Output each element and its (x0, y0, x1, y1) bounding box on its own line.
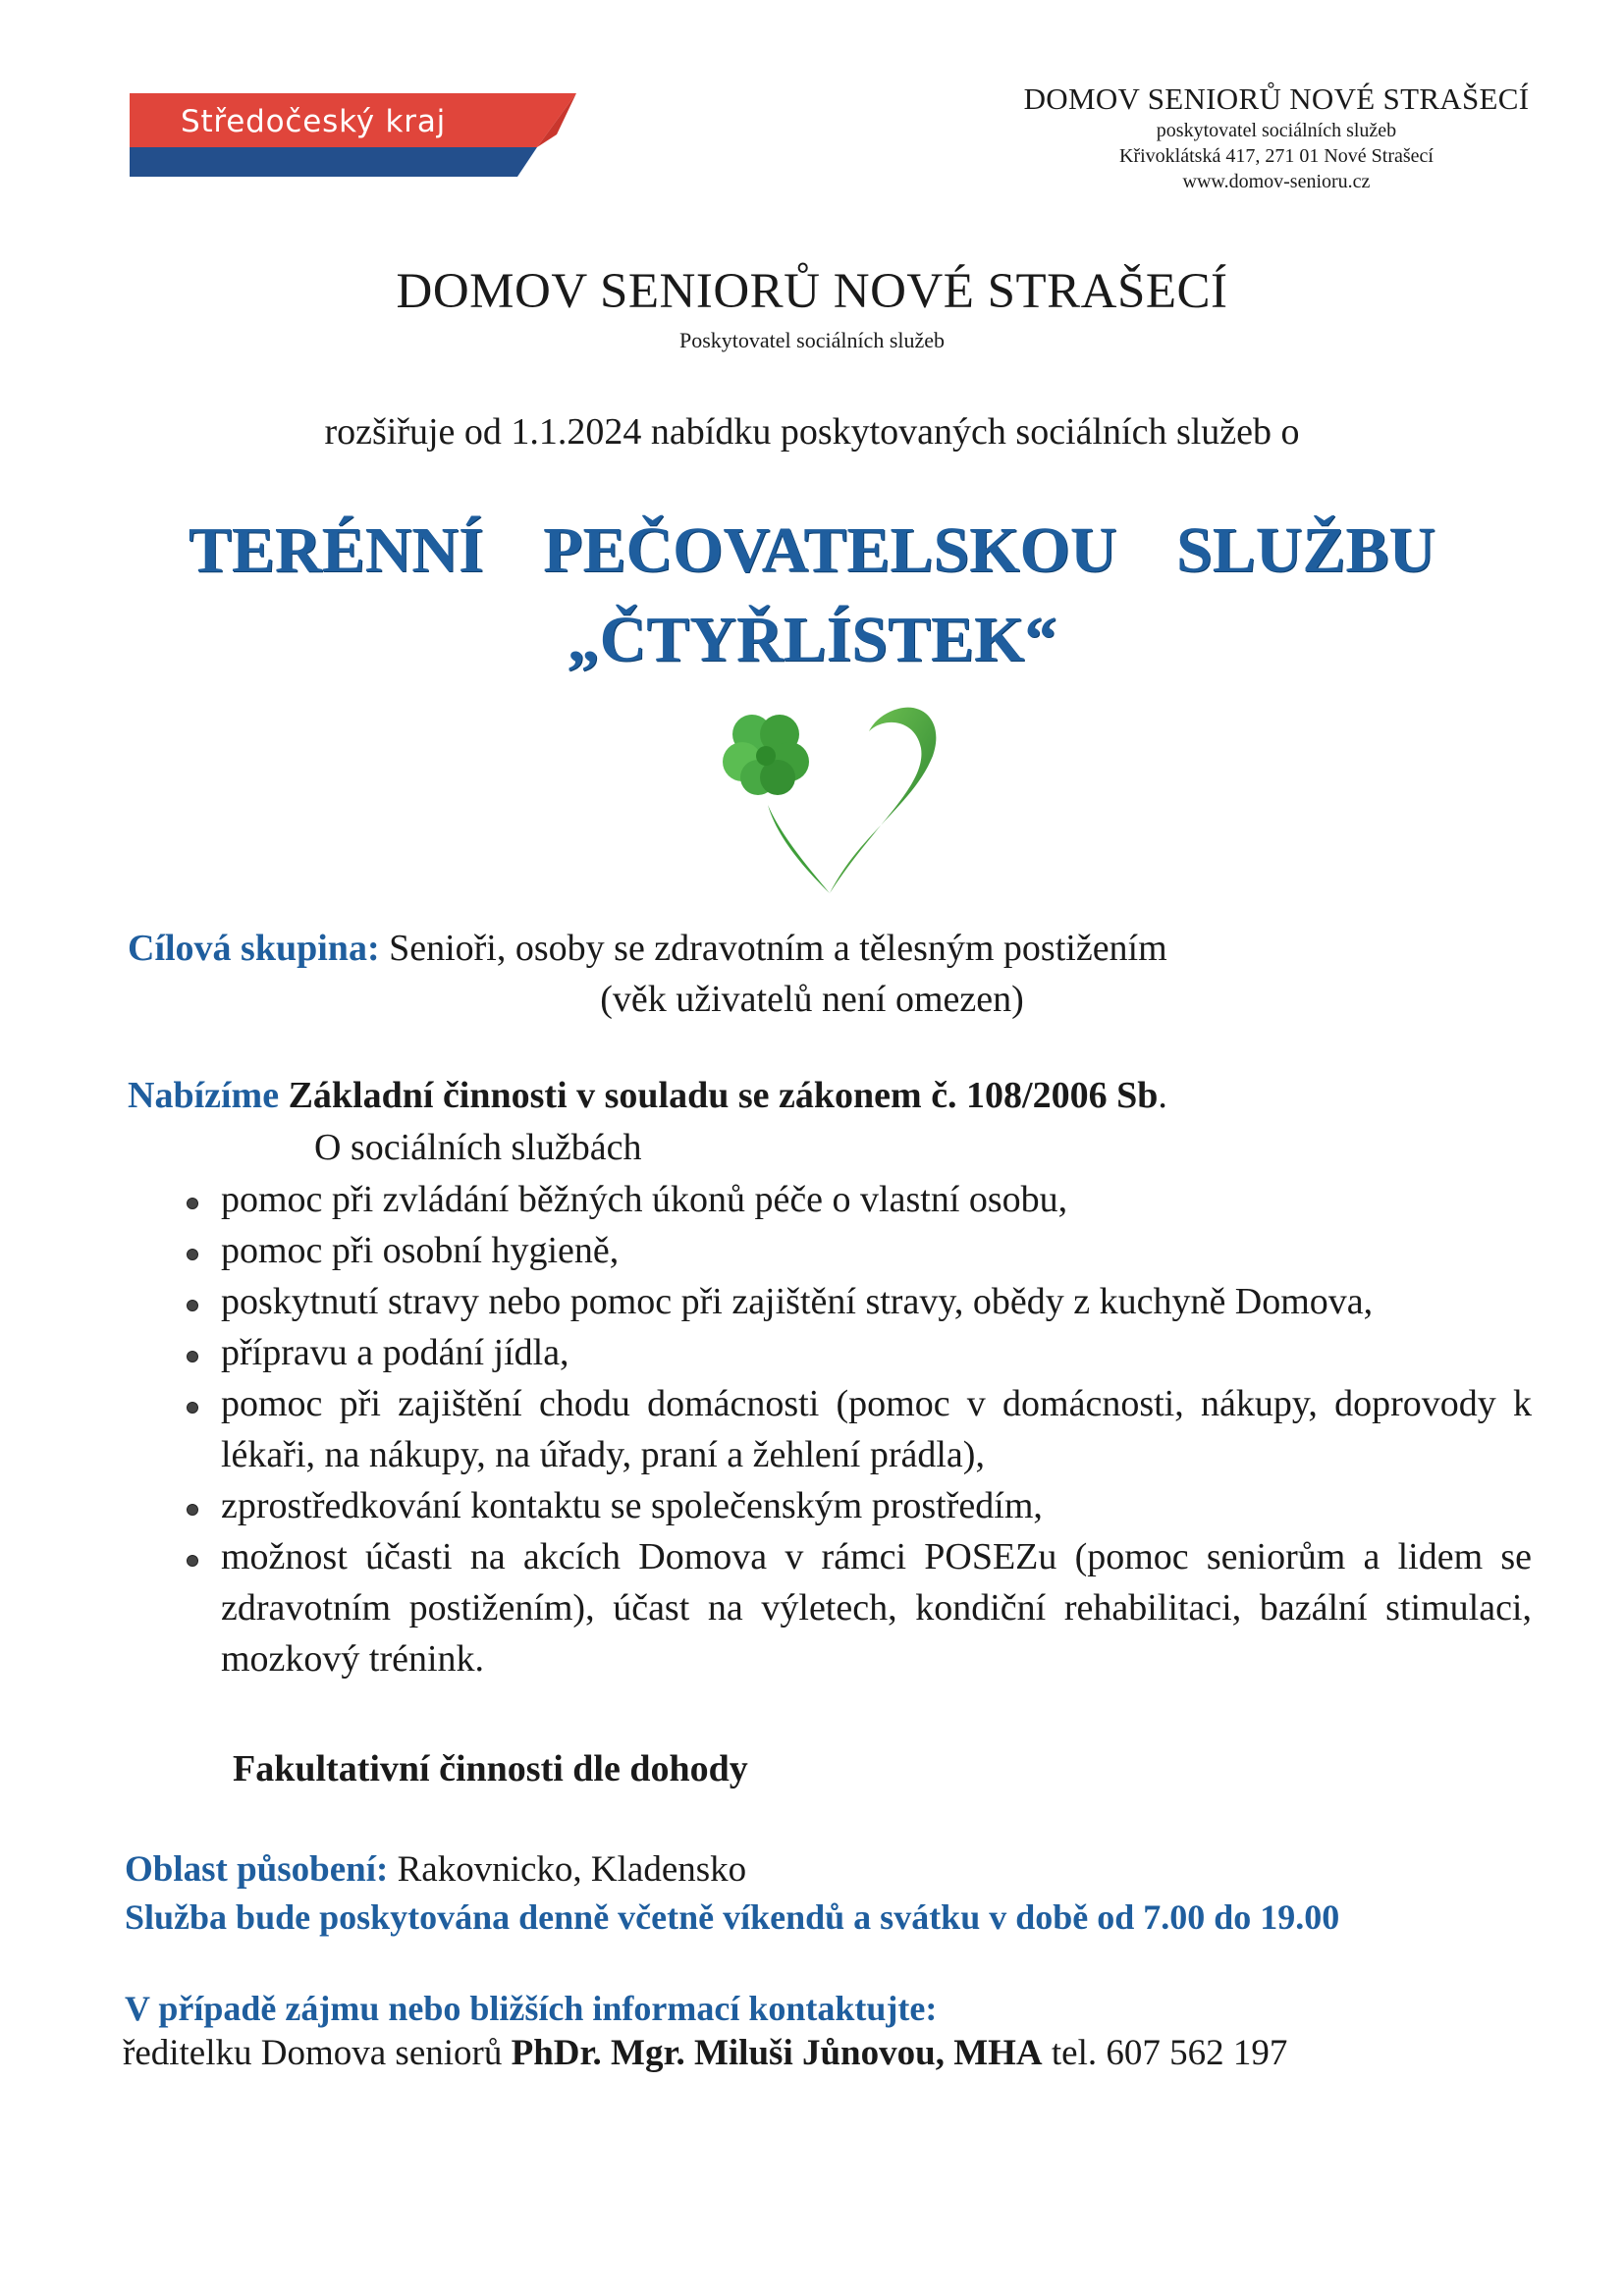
target-group (128, 923, 1502, 974)
letterhead-provider: poskytovatel sociálních služeb (1156, 120, 1397, 141)
offer-subheading: O sociálních službách (314, 1127, 642, 1168)
stredocesky-kraj-logo (130, 93, 576, 177)
letterhead (1001, 80, 1551, 194)
letterhead-web: www.domov-senioru.cz (1182, 171, 1371, 192)
headline-line1: TERÉNNÍ PEČOVATELSKOU SLUŽBU (188, 514, 1436, 586)
target-text: Senioři, osoby se zdravotním a tělesným postižením (389, 928, 1167, 969)
bullet-icon (187, 1402, 198, 1414)
services-list (177, 1174, 1532, 1684)
list-item: pomoc při osobní hygieně, (177, 1225, 1532, 1276)
list-item: pomoc při zajištění chodu domácnosti (pomoc v domácnosti, nákupy, doprovody k lékaři, na nákupy, na úřady, praní a žehlení prádla), (177, 1378, 1532, 1480)
list-item: zprostředkování kontaktu se společenským prostředím, (177, 1480, 1532, 1531)
area-text: Rakovnicko, Kladensko (397, 1849, 747, 1890)
clover-heart-icon (687, 687, 952, 903)
service-area (125, 1847, 746, 1893)
contact-details (123, 2031, 1287, 2076)
offer-heading (128, 1070, 1522, 1121)
bullet-icon (187, 1300, 198, 1311)
bullet-icon (187, 1504, 198, 1516)
bullet-icon (187, 1249, 198, 1260)
bullet-icon (187, 1198, 198, 1209)
contact-prefix: ředitelku Domova seniorů (123, 2033, 503, 2073)
page-title: DOMOV SENIORŮ NOVÉ STRAŠECÍ (396, 264, 1228, 319)
page-subtitle: Poskytovatel sociálních služeb (678, 328, 946, 352)
target-label: Cílová skupina: (128, 928, 380, 969)
offer-law: Základní činnosti v souladu se zákonem č. 108/2006 Sb (288, 1075, 1159, 1116)
offer-period: . (1158, 1075, 1167, 1116)
list-item: přípravu a podání jídla, (177, 1327, 1532, 1378)
letterhead-address: Křivoklátská 417, 271 01 Nové Strašecí (1119, 145, 1434, 167)
list-item: poskytnutí stravy nebo pomoc při zajištění stravy, obědy z kuchyně Domova, (177, 1276, 1532, 1327)
list-item: pomoc při zvládání běžných úkonů péče o vlastní osobu, (177, 1174, 1532, 1225)
target-note: (věk uživatelů není omezen) (600, 979, 1024, 1020)
contact-phone: tel. 607 562 197 (1051, 2033, 1288, 2073)
list-item: možnost účasti na akcích Domova v rámci POSEZu (pomoc seniorům a lidem se zdravotním postižením), účast na výletech, kondiční rehabilitaci, bazální stimulaci, mozkový trénink. (177, 1531, 1532, 1684)
service-hours: Služba bude poskytována denně včetně víkendů a svátku v době od 7.00 do 19.00 (125, 1897, 1340, 1937)
logo-text: Středočeský kraj (181, 104, 447, 139)
bullet-icon (187, 1555, 198, 1567)
headline-line2: „ČTYŘLÍSTEK“ (567, 604, 1057, 675)
intro-text: rozšiřuje od 1.1.2024 nabídku poskytovaných sociálních služeb o (324, 411, 1300, 453)
bullet-icon (187, 1351, 198, 1362)
offer-label: Nabízíme (128, 1075, 280, 1116)
area-label: Oblast působení: (125, 1849, 389, 1890)
contact-name: PhDr. Mgr. Miluši Jůnovou, MHA (511, 2033, 1043, 2073)
optional-services: Fakultativní činnosti dle dohody (233, 1748, 748, 1789)
letterhead-org: DOMOV SENIORŮ NOVÉ STRAŠECÍ (1023, 81, 1530, 116)
contact-heading: V případě zájmu nebo bližších informací kontaktujte: (125, 1989, 938, 2028)
